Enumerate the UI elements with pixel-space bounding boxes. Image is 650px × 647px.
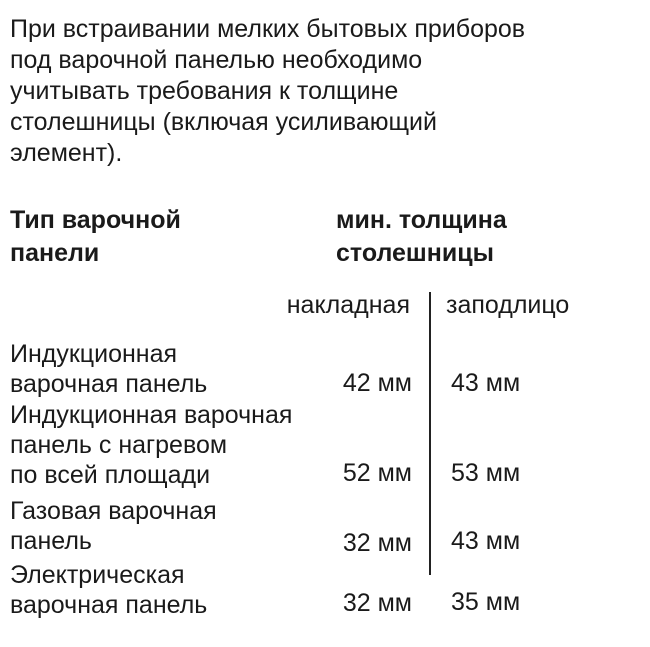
table-row — [10, 560, 640, 620]
hob-type-name: Индукционная варочная панель — [10, 340, 208, 398]
table-row — [10, 339, 640, 399]
subheader-flush: заподлицо — [446, 291, 570, 319]
column-header-hob-type: Тип варочной панели — [10, 206, 181, 267]
flush-thickness-value: 35 мм — [451, 588, 521, 616]
overlay-thickness-value: 42 мм — [342, 369, 412, 397]
table-row — [10, 496, 640, 556]
flush-thickness-value: 53 мм — [451, 459, 521, 487]
overlay-thickness-value: 32 мм — [342, 529, 412, 557]
table-row — [10, 400, 640, 490]
flush-thickness-value: 43 мм — [451, 527, 521, 555]
hob-type-name: Электрическая варочная панель — [10, 561, 208, 619]
intro-text: При встраивании мелких бытовых приборов под варочной панелью необходимо учитывать требования к толщине столешницы (включая усиливающий элемент). — [10, 15, 526, 167]
subheader-overlay: накладная — [286, 291, 410, 319]
overlay-thickness-value: 32 мм — [342, 589, 412, 617]
flush-thickness-value: 43 мм — [451, 369, 521, 397]
overlay-thickness-value: 52 мм — [342, 459, 412, 487]
column-header-min-thickness: мин. толщина столешницы — [336, 206, 507, 267]
hob-type-name: Газовая варочная панель — [10, 497, 217, 555]
hob-type-name: Индукционная варочная панель с нагревом по всей площади — [10, 401, 293, 489]
